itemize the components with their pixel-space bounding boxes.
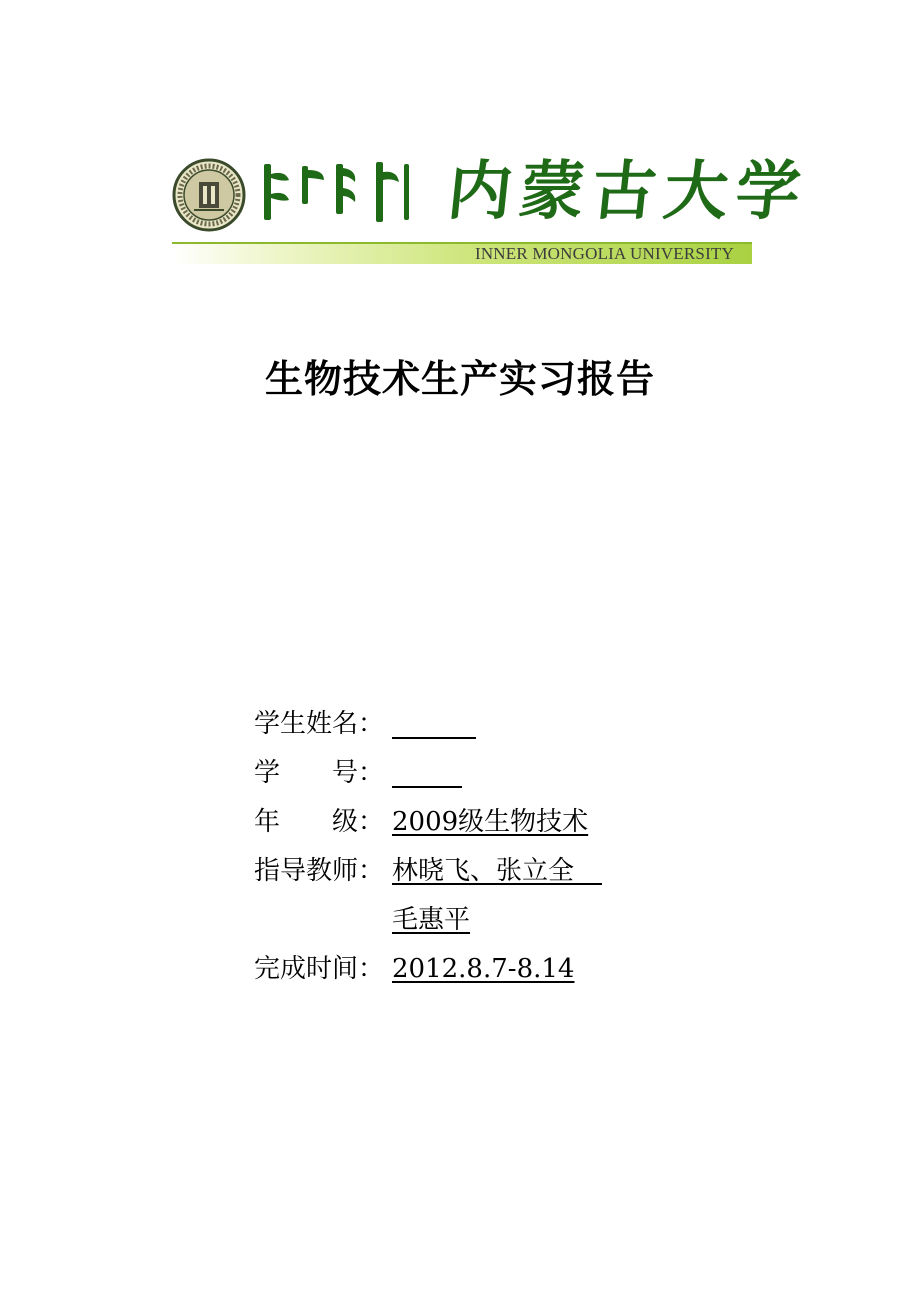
field-blank-id [392,786,462,788]
field-label-name: 学生姓名： [254,709,385,739]
advisor-names: 林晓飞、张立全 [392,856,575,886]
university-seal-icon [172,158,246,232]
field-value-date: 2012.8.7-8.14 [392,954,575,984]
field-label-advisor: 指导教师： [254,856,385,886]
field-label-grade: 年 级： [254,807,385,837]
university-header [172,150,812,268]
field-value-advisor [392,847,602,896]
university-name-cn: 内蒙古大学 [444,154,812,229]
field-blank-name [392,737,476,739]
field-value-advisor-2: 毛惠平 [392,905,471,935]
field-value-grade: 2009级生物技术 [392,807,589,837]
mongolian-script-logo-icon [258,160,418,226]
field-label-id: 学 号： [254,758,385,788]
report-title: 生物技术生产实习报告 [264,357,655,401]
advisor-underline-pad [574,847,602,885]
university-name-en: INNER MONGOLIA UNIVERSITY [474,244,734,263]
field-label-date: 完成时间： [254,954,385,984]
